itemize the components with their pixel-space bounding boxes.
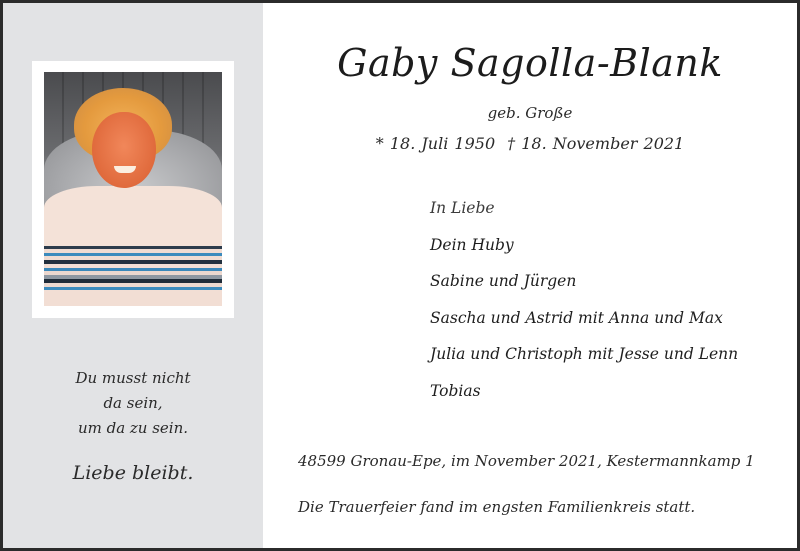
funeral-note: Die Trauerfeier fand im engsten Familienkreis statt.: [298, 498, 696, 516]
memorial-quote: [3, 366, 263, 441]
deceased-name: Gaby Sagolla-Blank: [337, 41, 723, 85]
mourner-name: Tobias: [430, 381, 481, 400]
quote-line: um da zu sein.: [77, 419, 189, 437]
death-date: † 18. November 2021: [507, 134, 685, 153]
birth-name: geb. Große: [487, 104, 573, 122]
life-dates: [263, 134, 797, 153]
photo-smile: [114, 166, 136, 173]
quote-line: Du musst nicht: [75, 369, 191, 387]
quote-closing: Liebe bleibt.: [72, 462, 194, 484]
mourner-name: Sascha und Astrid mit Anna und Max: [430, 308, 723, 327]
mourner-name: Sabine und Jürgen: [430, 272, 577, 290]
photo-sweater: [44, 186, 222, 306]
photo-face: [92, 112, 156, 188]
birth-date: * 18. Juli 1950: [375, 134, 496, 153]
portrait-photo: [44, 72, 222, 306]
main-content: [263, 3, 797, 548]
mourner-name: Dein Huby: [430, 235, 514, 254]
address-line: 48599 Gronau-Epe, im November 2021, Kestermannkamp 1: [298, 452, 755, 470]
mourners-intro: In Liebe: [430, 199, 495, 217]
photo-frame: [32, 61, 234, 318]
left-panel: [3, 3, 263, 548]
mourners-list: [430, 197, 738, 416]
mourner-name: Julia und Christoph mit Jesse und Lenn: [430, 345, 739, 363]
quote-line: da sein,: [103, 394, 163, 412]
